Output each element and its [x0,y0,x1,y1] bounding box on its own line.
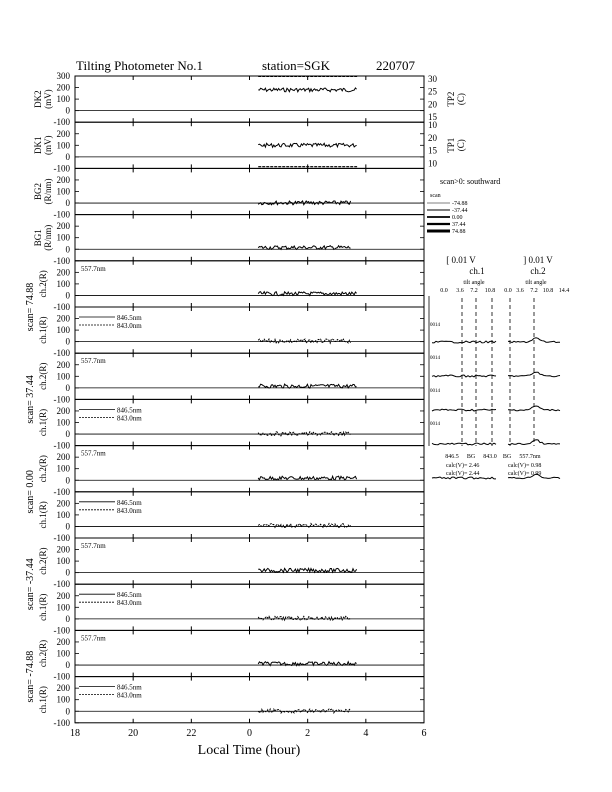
legend-label: 846.5nm [117,591,142,600]
y-axis-label-line: ch.1(R) [38,686,48,714]
y-tick-label: 200 [56,636,70,647]
angle-tick: 10.8 [484,288,496,294]
right-tick-label: 15 [428,112,437,123]
panel-s1c1 [38,307,424,358]
signal-trace [258,143,356,147]
scan-legend [427,177,500,235]
legend-label: 846.5nm [117,314,142,322]
y-tick-label: 0 [65,660,70,671]
x-axis [70,728,427,739]
inset-trace-ch1 [432,341,496,343]
y-tick-label: 100 [56,371,70,382]
y-axis-label [38,501,48,528]
y-tick-label: 0 [65,244,70,255]
panel-frame [75,122,424,168]
angle-tick: 7.2 [530,288,538,294]
y-axis-label [33,89,53,109]
inset-time-label: 0014 [430,422,440,427]
x-tick-label: 2 [305,727,311,739]
y-axis-label [33,136,53,156]
panel-frame [75,446,424,492]
y-tick-label: 200 [56,452,70,463]
wavelength-label: 557.7nm [81,357,106,366]
scan-legend-heading: scan [430,193,441,199]
y-tick-label: 0 [65,336,70,347]
inset-trace-ch1 [432,409,496,411]
y-tick-label: -100 [53,394,70,405]
inset-time-label: 0014 [430,356,440,361]
y-axis-label [38,316,48,343]
y-tick-label: 0 [65,521,70,532]
angle-tick: 7.2 [470,288,478,294]
y-tick-label: 0 [65,382,70,393]
y-tick-label: -100 [53,486,70,497]
y-axis-label [33,225,53,251]
x-tick-label: 22 [186,727,197,739]
signal-trace [258,246,350,250]
y-tick-label: -100 [53,117,70,128]
panel-frame [75,630,424,676]
angle-tick: 0.0 [504,288,512,294]
right-axis-label-line: (C) [456,93,466,106]
y-tick-label: 100 [56,140,70,151]
panel-s2c2 [25,353,424,423]
ch1-label: ch.1 [469,266,485,276]
y-tick-label: 0 [65,475,70,486]
y-axis-label-line: ch.1(R) [38,501,48,529]
tilt-angle-inset [429,255,569,479]
y-axis-label-line: DK2 [33,90,43,108]
y-tick-label: -100 [53,255,70,266]
y-axis-label [38,686,48,713]
x-tick-label: 20 [128,727,139,739]
date-label: 220707 [376,58,415,73]
y-axis-label [38,270,48,297]
right-tick-label: 25 [428,86,437,97]
y-tick-label: -100 [53,717,70,728]
panel-dk2 [33,71,466,127]
inset-trace-ch2 [508,440,560,445]
panel-frame [75,215,424,261]
scan-group-label: scan= 37.44 [25,375,36,424]
y-tick-label: 100 [56,186,70,197]
inset-channel-label: BG [466,454,476,460]
panel-s4c2 [25,538,424,613]
y-axis-label-line: ch.1(R) [38,316,48,344]
y-axis-label [38,547,48,574]
angle-tick: 0.0 [440,288,448,294]
signal-trace [258,88,356,92]
inset-trace-ch1 [432,477,496,479]
y-tick-label: -100 [53,440,70,451]
y-tick-label: 0 [65,105,70,116]
y-tick-label: 200 [56,128,70,139]
right-axis-label-line: TP2 [446,91,456,107]
wavelength-label: 557.7nm [81,449,106,458]
angle-tick: 14.4 [558,288,570,294]
right-axis-label-line: TP1 [446,137,456,153]
signal-trace [258,524,350,528]
x-tick-label: 18 [70,727,80,739]
right-tick-label: 20 [428,99,437,110]
panel-s3c1 [38,492,424,543]
signal-trace [258,476,356,480]
panel-dk1 [33,120,466,173]
y-tick-label: -100 [53,302,70,312]
scan-legend-label: 74.88 [452,229,466,235]
panel-s3c2 [25,446,424,514]
y-tick-label: 100 [56,417,70,428]
y-tick-label: 100 [56,648,70,659]
y-tick-label: 200 [56,544,70,555]
wavelength-label: 557.7nm [81,264,106,273]
signal-trace [258,568,356,572]
y-tick-label: 0 [65,198,70,209]
y-tick-label: 200 [56,174,70,185]
y-axis-label-line: ch.1(R) [38,408,48,437]
y-tick-label: 100 [56,94,70,105]
y-axis-label-line: BG2 [33,182,43,201]
y-tick-label: 100 [56,278,70,289]
legend-label: 843.0nm [117,599,142,608]
panel-frame [75,168,424,214]
signal-trace [258,616,350,620]
inset-time-label: 0014 [430,389,440,394]
legend-label: 846.5nm [117,406,142,415]
inset-calc-label: calc(V)= 2.44 [446,471,480,477]
scan-group-label: scan= 74.88 [25,282,36,332]
panel-s1c2 [25,261,424,331]
y-axis-label-line: ch.2(R) [38,362,48,390]
panel-frame [75,353,424,399]
y-tick-label: 100 [56,509,70,520]
x-tick-label: 4 [363,727,369,739]
y-tick-label: -100 [53,579,70,590]
inset-channel-label: 846.5 [445,454,459,460]
panel-bg1 [33,215,424,266]
ch1-scale-label: [ 0.01 V [446,255,476,265]
right-axis-label-line: (C) [456,139,466,152]
scan-legend-label: 0.00 [452,215,463,221]
y-tick-label: 0 [65,613,70,624]
inset-channel-label: 557.7nm [519,454,541,460]
y-tick-label: -100 [53,625,70,636]
y-tick-label: -100 [53,348,70,359]
y-axis-label [38,455,48,482]
x-tick-label: 6 [421,727,427,739]
y-tick-label: 200 [56,405,70,416]
y-axis-label-line: ch.1(R) [38,593,48,621]
y-axis-label [38,594,48,621]
station-label: station=SGK [262,58,331,73]
y-axis-label-line: ch.2(R) [38,639,48,668]
y-tick-label: 0 [65,567,70,578]
y-tick-label: 100 [56,325,70,336]
wavelength-label: 557.7nm [81,634,106,643]
inset-calc-label: calc(V)= 0.98 [508,463,542,469]
scan-group-label: scan= 0.00 [25,470,36,514]
y-axis-label [33,178,53,204]
legend-label: 843.0nm [117,506,142,515]
tilt-angle-label: tilt angle [463,280,485,286]
panel-s5c1 [38,677,424,728]
inset-channel-label: 843.0 [483,454,497,460]
wavelength-label: 557.7nm [81,542,106,550]
inset-time-label: 0014 [430,323,440,328]
right-tick-label: 10 [428,158,437,169]
right-tick-label: 20 [428,132,437,143]
y-tick-label: -100 [53,533,70,543]
x-tick-label: 0 [247,727,252,739]
y-axis-label [38,640,48,667]
chart-title: Tilting Photometer No.1 [76,58,204,73]
right-tick-label: 10 [428,120,437,131]
ch2-label: ch.2 [530,266,546,276]
legend-label: 846.5nm [117,498,142,507]
y-axis-label [38,409,48,436]
y-tick-label: 200 [56,82,70,93]
scan-legend-label: -74.88 [452,201,468,207]
y-axis-label-line: (mV) [43,89,53,109]
y-tick-label: 100 [56,232,70,243]
right-tick-label: 15 [428,145,437,156]
y-tick-label: 0 [65,706,70,717]
legend-label: 843.0nm [117,691,142,700]
inset-trace-ch1 [432,443,496,445]
y-axis-label [38,363,48,390]
signal-trace [258,339,350,343]
ch2-scale-label: ] 0.01 V [523,255,553,265]
tilt-angle-label: tilt angle [525,280,547,286]
y-tick-label: 100 [56,463,70,474]
y-tick-label: 200 [56,267,70,278]
panel-s5c2 [25,630,424,702]
y-axis-label-line: (mV) [43,135,53,156]
legend-label: 846.5nm [117,683,142,692]
y-tick-label: -100 [53,163,70,174]
y-axis-label-line: DK1 [33,136,43,155]
panel-s2c1 [38,399,424,450]
angle-tick: 10.8 [542,288,554,294]
y-tick-label: 200 [56,359,70,370]
y-tick-label: 100 [56,556,70,567]
y-tick-label: -100 [53,209,70,220]
y-tick-label: 200 [56,313,70,324]
scan-group-label: scan= -74.88 [25,650,36,703]
panel-stack [25,71,466,728]
panel-s4c1 [38,584,424,635]
inset-channel-label: BG [502,454,512,460]
y-axis-label-line: ch.2(R) [38,547,48,575]
y-tick-label: 100 [56,694,70,705]
y-tick-label: 300 [56,71,70,81]
right-tick-label: 30 [428,74,437,84]
scan-legend-label: -37.44 [452,208,468,214]
angle-tick: 3.6 [456,288,464,294]
legend-label: 843.0nm [117,322,142,330]
y-tick-label: 200 [56,498,70,509]
y-tick-label: 200 [56,221,70,232]
y-tick-label: 0 [65,290,70,301]
legend-label: 843.0nm [117,414,142,423]
panel-frame [75,261,424,307]
y-axis-label-line: BG1 [33,229,43,247]
inset-trace-ch1 [432,375,496,377]
scan-legend-label: 37.44 [452,222,466,228]
y-tick-label: 0 [65,151,70,162]
y-tick-label: 200 [56,590,70,601]
y-tick-label: 200 [56,683,70,694]
right-axis-label [446,92,466,107]
angle-tick: 3.6 [516,288,524,294]
inset-calc-label: calc(V)= 2.46 [446,463,480,469]
y-axis-label-line: (R/nm) [43,224,53,251]
y-tick-label: 100 [56,602,70,613]
right-axis-label [446,138,466,153]
scan-legend-title: scan>0: southward [440,177,501,186]
panel-frame [75,76,424,122]
inset-calc-label: calc(V)= 0.99 [508,471,542,477]
y-axis-label-line: ch.2(R) [38,270,48,298]
y-tick-label: -100 [53,671,70,682]
panel-bg2 [33,168,424,219]
x-axis-label: Local Time (hour) [197,743,301,758]
inset-trace-ch2 [508,406,560,411]
y-axis-label-line: (R/nm) [43,178,53,205]
y-axis-label-line: ch.2(R) [38,455,48,483]
y-tick-label: 0 [65,429,70,440]
panel-frame [75,538,424,584]
scan-group-label: scan= -37.44 [25,558,36,611]
